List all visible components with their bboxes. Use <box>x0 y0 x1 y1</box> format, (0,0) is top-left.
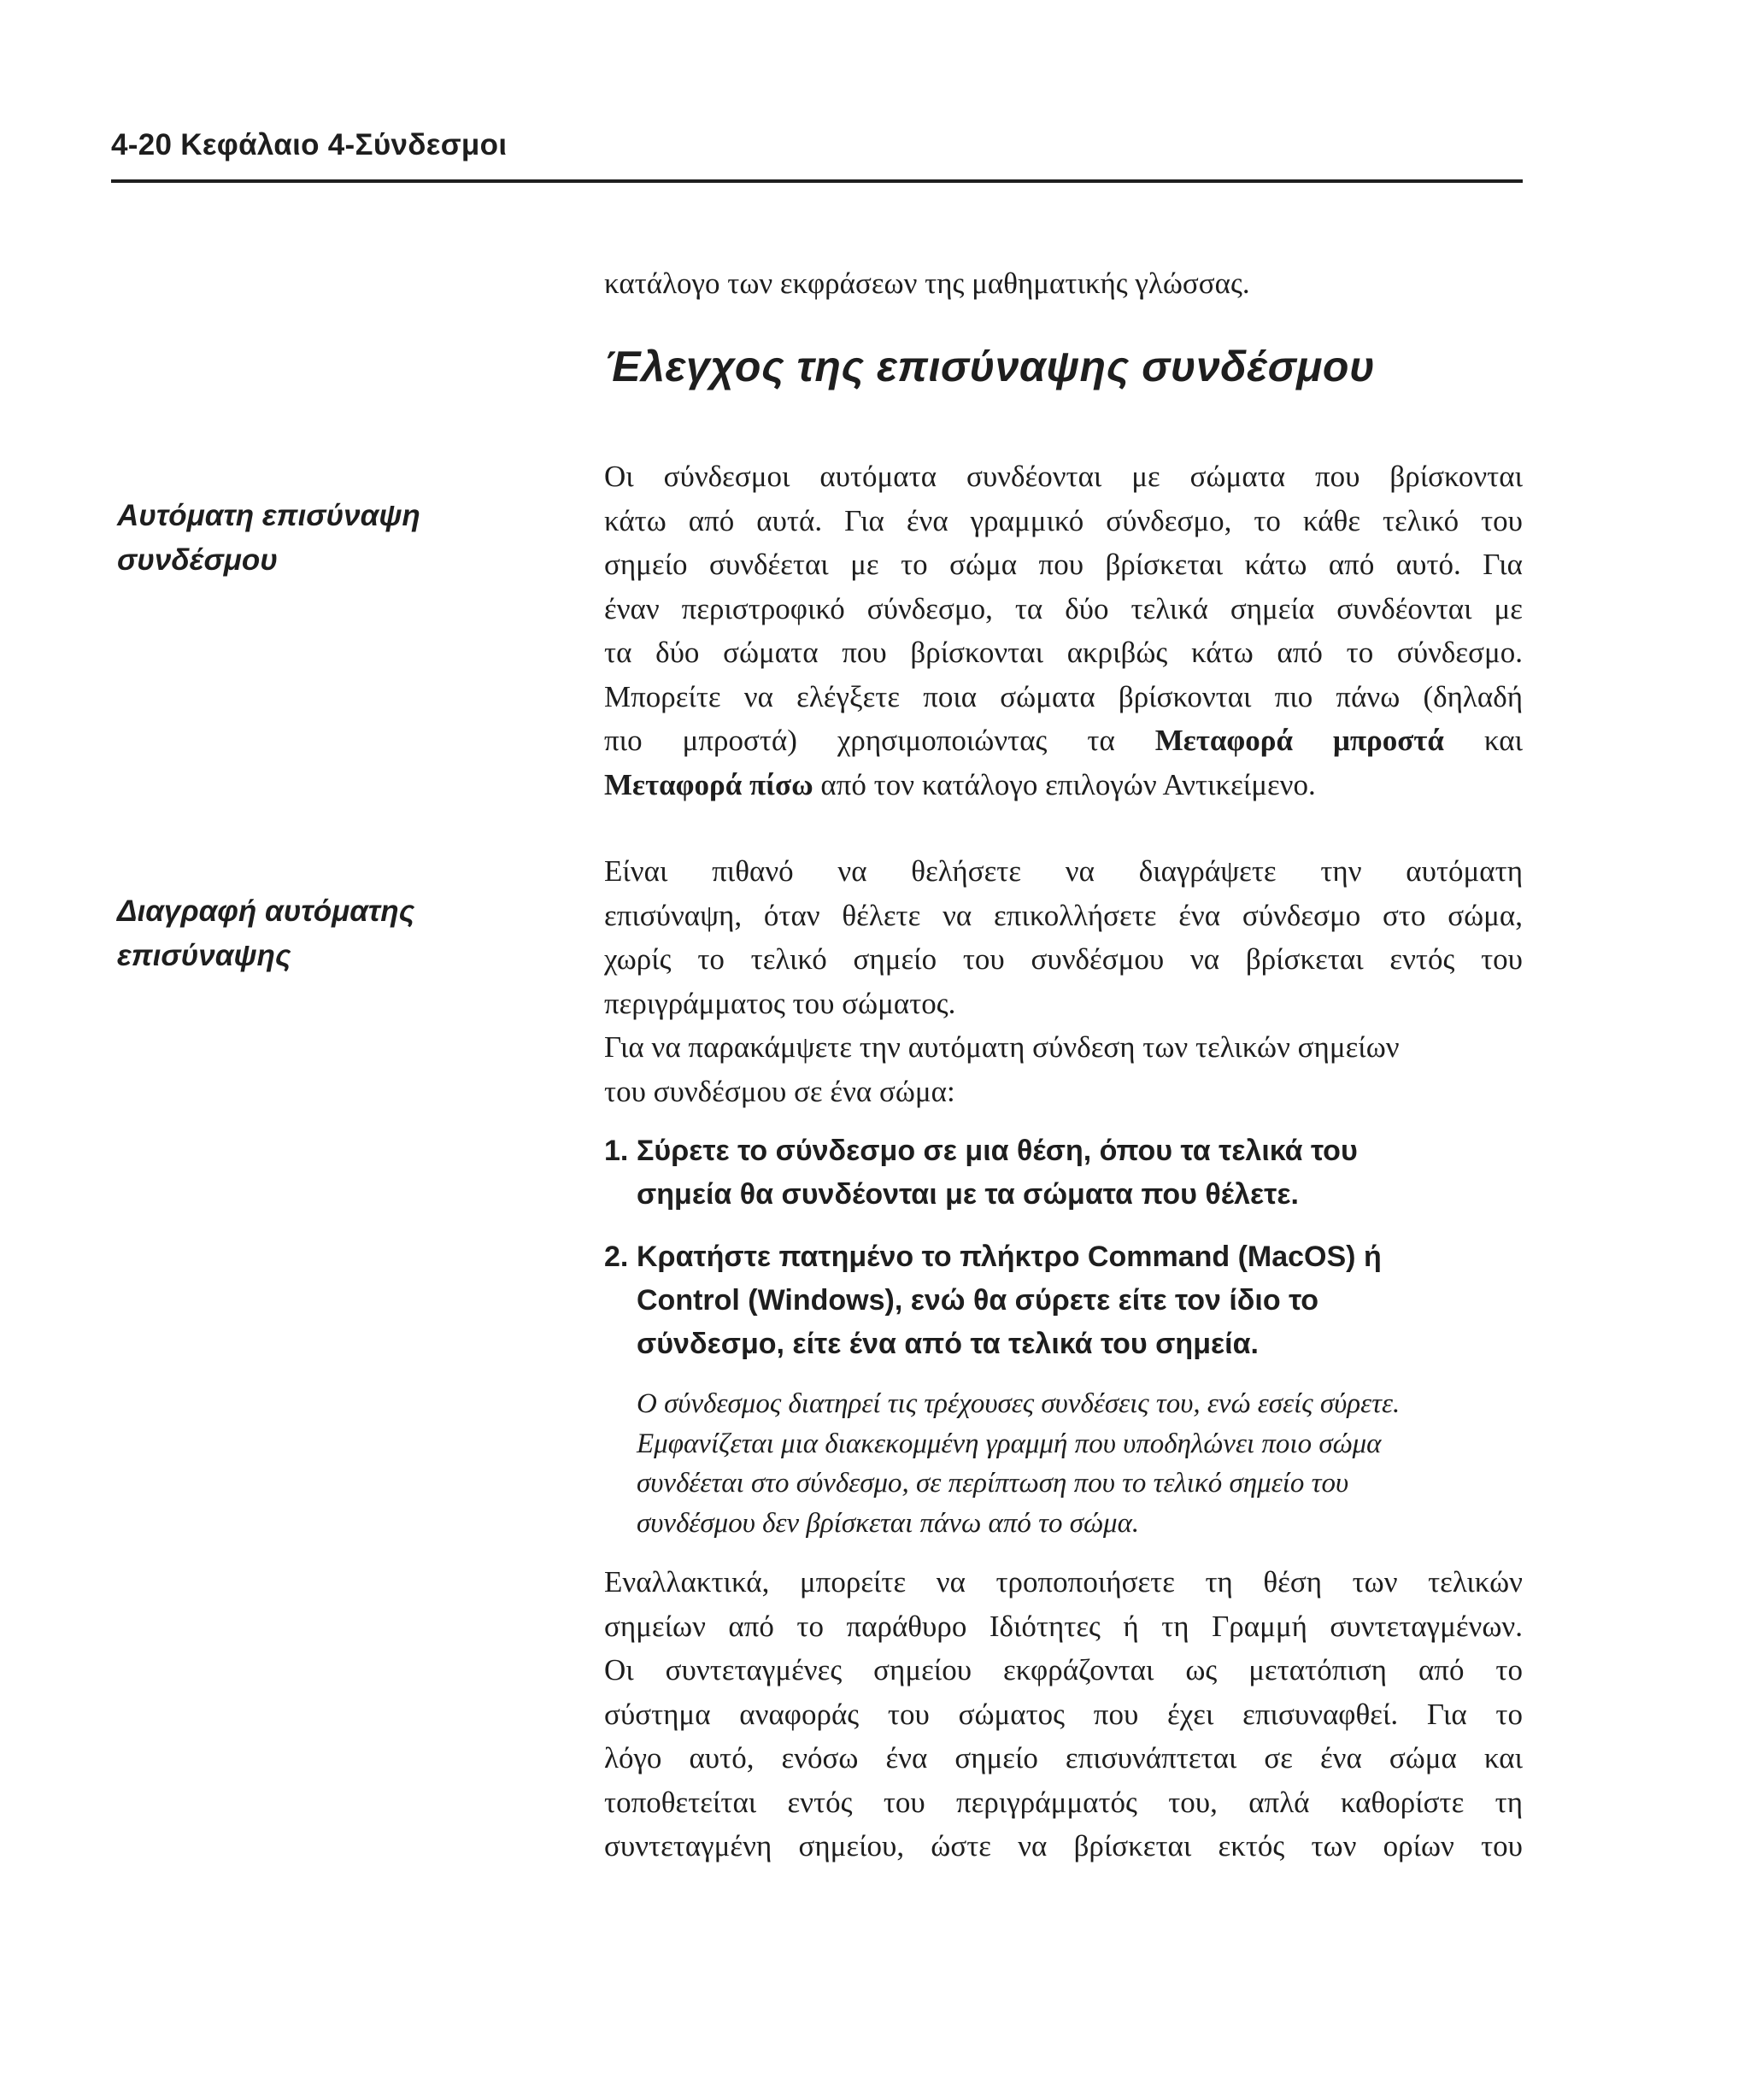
paragraph-line: σημείο συνδέεται με το σώμα που βρίσκεται κάτω από αυτό. Για <box>604 548 1523 581</box>
step-line: Control (Windows), ενώ θα σύρετε είτε τον ίδιο το <box>637 1284 1319 1317</box>
paragraph-line: λόγο αυτό, ενόσω ένα σημείο επισυνάπτεται σε ένα σώμα και <box>604 1741 1523 1774</box>
step-line: Κρατήστε πατημένο το πλήκτρο Command (MacOS) ή <box>637 1241 1382 1273</box>
paragraph-line: Οι σύνδεσμοι αυτόματα συνδέονται με σώματα που βρίσκονται <box>604 460 1523 493</box>
section-title: Έλεγχος της επισύναψης συνδέσμου <box>604 343 1376 390</box>
text-run: πιο μπροστά) χρησιμοποιώντας τα <box>604 724 1155 757</box>
step-1 <box>604 1129 1527 1217</box>
paragraph-line-with-bold <box>604 719 1523 763</box>
intro-text <box>604 261 1523 306</box>
margin-note-line: επισύναψης <box>117 939 291 972</box>
paragraph-line: σύστημα αναφοράς του σώματος που έχει επισυναφθεί. Για το <box>604 1697 1523 1731</box>
paragraph-line: Οι συντεταγμένες σημείου εκφράζονται ως μετατόπιση από το <box>604 1653 1523 1686</box>
paragraph-line: Εναλλακτικά, μπορείτε να τροποποιήσετε τη θέση των τελικών <box>604 1565 1523 1598</box>
paragraph-line: Μπορείτε να ελέγξετε ποια σώματα βρίσκονται πιο πάνω (δηλαδή <box>604 679 1523 713</box>
margin-note-line: Αυτόματη επισύναψη <box>117 499 420 532</box>
margin-note-auto-attach <box>117 494 420 583</box>
paragraph-line: τοποθετείται εντός του περιγράμματός του, απλά καθορίστε τη <box>604 1785 1523 1819</box>
paragraph-line: έναν περιστροφικό σύνδεσμο, τα δύο τελικά σημεία συνδέονται με <box>604 591 1523 625</box>
running-header: 4-20 Κεφάλαιο 4-Σύνδεσμοι <box>111 128 508 161</box>
paragraph-line: σημείων από το παράθυρο Ιδιότητες ή τη Γραμμή συντεταγμένων. <box>604 1609 1523 1643</box>
paragraph-alternative <box>604 1560 1523 1868</box>
paragraph-line: συντεταγμένη σημείου, ώστε να βρίσκεται εκτός των ορίων του <box>604 1829 1523 1862</box>
step-2 <box>604 1235 1527 1366</box>
paragraph-line: του συνδέσμου σε ένα σώμα: <box>604 1074 955 1108</box>
step-line: Σύρετε το σύνδεσμο σε μια θέση, όπου τα τελικά του <box>637 1135 1358 1167</box>
margin-note-line: συνδέσμου <box>117 543 278 577</box>
paragraph-delete-auto <box>604 849 1523 1113</box>
menu-command-send-back: Μεταφορά πίσω <box>604 767 813 801</box>
text-run: από τον κατάλογο επιλογών Αντικείμενο. <box>813 767 1316 801</box>
note-line: συνδέεται στο σύνδεσμο, σε περίπτωση που το τελικό σημείο του <box>637 1468 1349 1499</box>
step-line: σημεία θα συνδέονται με τα σώματα που θέλετε. <box>637 1178 1299 1211</box>
step-number: 1. <box>604 1135 629 1167</box>
paragraph-auto-attach <box>604 455 1523 807</box>
paragraph-line: περιγράμματος του σώματος. <box>604 986 956 1020</box>
note-line: Ο σύνδεσμος διατηρεί τις τρέχουσες συνδέσεις του, ενώ εσείς σύρετε. <box>637 1388 1401 1419</box>
margin-note-line: Διαγραφή αυτόματης <box>117 895 415 928</box>
paragraph-line-with-bold <box>604 763 1523 807</box>
margin-note-delete-auto <box>117 889 414 978</box>
paragraph-line: επισύναψη, όταν θέλετε να επικολλήσετε ένα σύνδεσμο στο σώμα, <box>604 898 1523 932</box>
menu-command-bring-forward: Μεταφορά μπροστά <box>1154 724 1444 757</box>
paragraph-line: τα δύο σώματα που βρίσκονται ακριβώς κάτω από το σύνδεσμο. <box>604 636 1523 669</box>
text-run: και <box>1443 724 1523 757</box>
paragraph-line: Είναι πιθανό να θελήσετε να διαγράψετε την αυτόματη <box>604 854 1523 888</box>
step-line: σύνδεσμο, είτε ένα από τα τελικά του σημεία. <box>637 1328 1259 1360</box>
note-line: Εμφανίζεται μια διακεκομμένη γραμμή που υποδηλώνει ποιο σώμα <box>637 1428 1382 1459</box>
note-line: συνδέσμου δεν βρίσκεται πάνω από το σώμα. <box>637 1507 1140 1539</box>
paragraph-line: Για να παρακάμψετε την αυτόματη σύνδεση των τελικών σημείων <box>604 1030 1400 1064</box>
header-rule <box>111 179 1523 183</box>
step-number: 2. <box>604 1241 629 1273</box>
paragraph-line: χωρίς το τελικό σημείο του συνδέσμου να βρίσκεται εντός του <box>604 942 1523 976</box>
step-note <box>637 1384 1517 1543</box>
intro-line: κατάλογο των εκφράσεων της μαθηματικής γλώσσας. <box>604 267 1250 300</box>
paragraph-line: κάτω από αυτά. Για ένα γραμμικό σύνδεσμο, το κάθε τελικό του <box>604 503 1523 537</box>
